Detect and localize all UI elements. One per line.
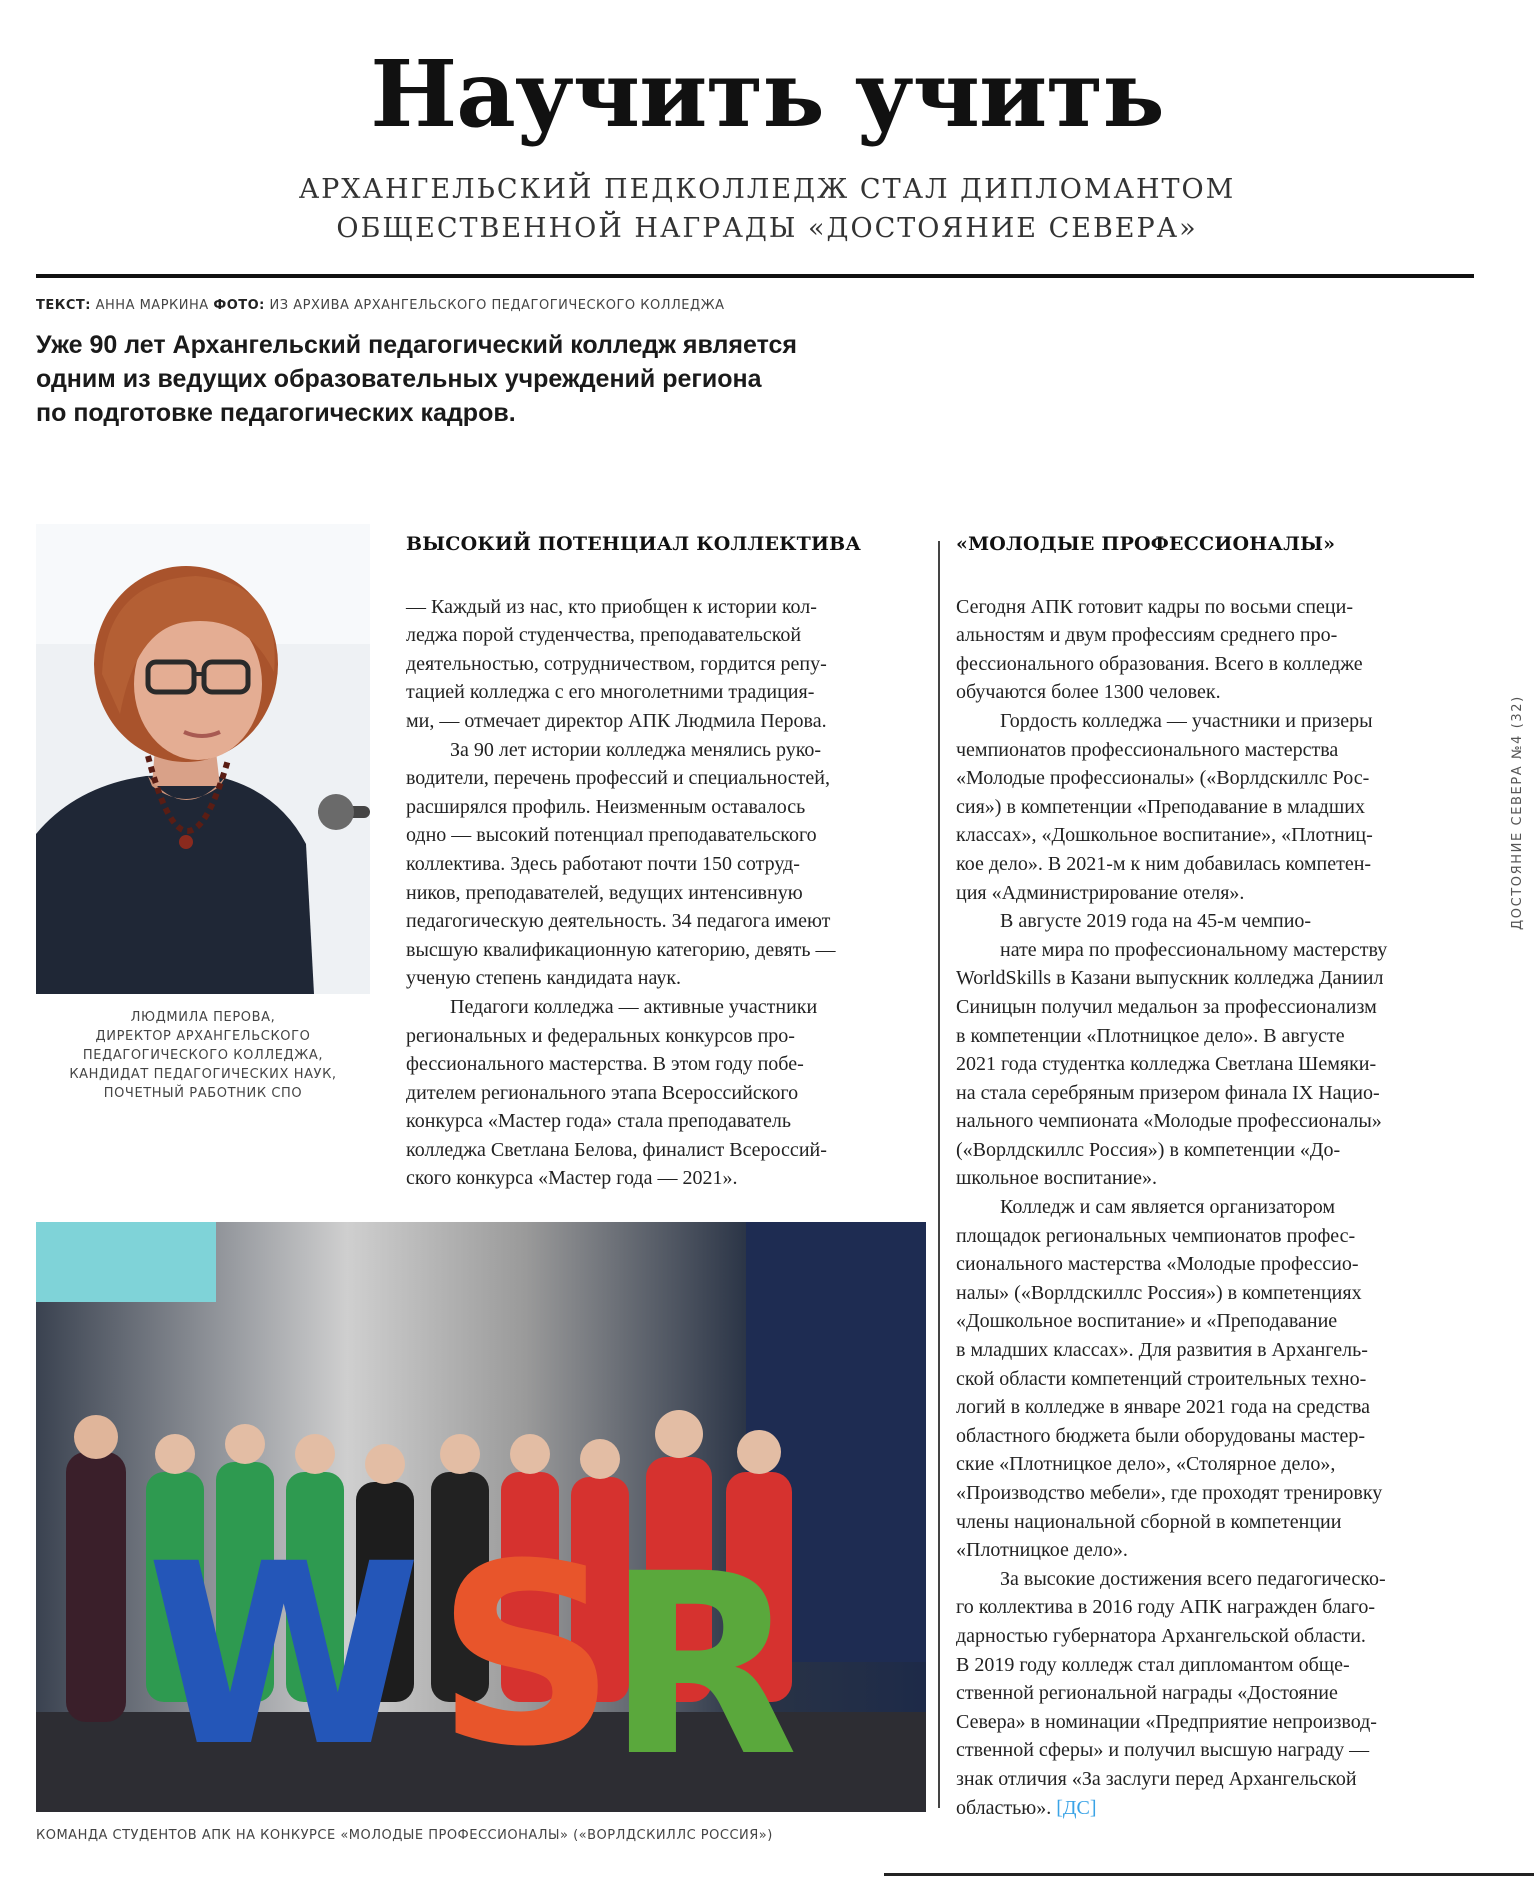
column-1-line: конкурса «Мастер года» стала преподаватель bbox=[406, 1110, 791, 1133]
column-1-line: водители, перечень профессий и специальностей, bbox=[406, 767, 830, 790]
column-1-line: высшую квалификационную категорию, девять — bbox=[406, 938, 836, 961]
column-1-line: ученую степень кандидата наук. bbox=[406, 967, 682, 990]
column-2-line: в компетенции «Плотницкое дело». В августе bbox=[956, 1024, 1345, 1047]
column-2-line: Синицын получил медальон за профессионализм bbox=[956, 995, 1377, 1018]
column-1-line: региональных и федеральных конкурсов про- bbox=[406, 1024, 795, 1047]
column-2-line: В 2019 году колледж стал дипломантом обще- bbox=[956, 1653, 1350, 1676]
column-2-line: WorldSkills в Казани выпускник колледжа Даниил bbox=[956, 967, 1384, 990]
column-2-line: ские «Плотницкое дело», «Столярное дело», bbox=[956, 1453, 1336, 1476]
column-2-line: ственной сферы» и получил высшую награду — bbox=[956, 1739, 1370, 1762]
portrait-caption-line: ПОЧЕТНЫЙ РАБОТНИК СПО bbox=[103, 1086, 303, 1101]
column-2-line: го коллектива в 2016 году АПК награжден благо- bbox=[956, 1596, 1376, 1619]
portrait-caption-line: ЛЮДМИЛА ПЕРОВА, bbox=[130, 1010, 276, 1025]
column-1-line: коллектива. Здесь работают почти 150 сотруд- bbox=[406, 852, 800, 875]
credits bbox=[36, 298, 725, 313]
column-2-line: классах», «Дошкольное воспитание», «Плотниц- bbox=[956, 824, 1373, 847]
column-1-line: одно — высокий потенциал преподавательского bbox=[406, 824, 817, 847]
column-2 bbox=[956, 530, 1478, 1822]
lead-line: Уже 90 лет Архангельский педагогический колледж является bbox=[36, 331, 797, 359]
lead-paragraph bbox=[36, 328, 916, 430]
column-2-last-line bbox=[956, 1794, 1478, 1823]
column-1-line: колледжа Светлана Белова, финалист Всероссий- bbox=[406, 1138, 827, 1161]
column-2-line: «Дошкольное воспитание» и «Преподавание bbox=[956, 1310, 1338, 1333]
group-photo-caption: КОМАНДА СТУДЕНТОВ АПК НА КОНКУРСЕ «МОЛОДЫЕ ПРОФЕССИОНАЛЫ» («ВОРЛДСКИЛЛС РОССИЯ») bbox=[36, 1828, 773, 1843]
column-2-line: ской области компетенций строительных техно- bbox=[956, 1367, 1367, 1390]
wsr-letter-r: R bbox=[606, 1520, 799, 1811]
column-1-line: — Каждый из нас, кто приобщен к истории кол- bbox=[406, 595, 817, 618]
column-2-line: «Плотницкое дело». bbox=[956, 1539, 1128, 1562]
column-2-line: члены национальной сборной в компетенции bbox=[956, 1510, 1342, 1533]
column-1-line: дителем регионального этапа Всероссийского bbox=[406, 1081, 799, 1104]
column-2-line: чемпионатов профессионального мастерства bbox=[956, 738, 1339, 761]
subtitle-line: ОБЩЕСТВЕННОЙ НАГРАДЫ «ДОСТОЯНИЕ СЕВЕРА» bbox=[336, 213, 1198, 244]
bottom-rule bbox=[884, 1873, 1534, 1876]
column-1-line: ми, — отмечает директор АПК Людмила Перова. bbox=[406, 709, 827, 732]
column-2-line: знак отличия «За заслуги перед Архангельской bbox=[956, 1767, 1357, 1790]
column-1-line: ского конкурса «Мастер года — 2021». bbox=[406, 1167, 738, 1190]
credits-text-label: ТЕКСТ: bbox=[36, 298, 91, 313]
column-2-line: За высокие достижения всего педагогическо- bbox=[1000, 1567, 1386, 1590]
article-subtitle bbox=[0, 170, 1534, 248]
column-2-line: 2021 года студентка колледжа Светлана Шемяки- bbox=[956, 1053, 1377, 1076]
column-divider bbox=[938, 541, 940, 1808]
column-2-line: обучаются более 1300 человек. bbox=[956, 681, 1221, 704]
column-1-line: расширялся профиль. Неизменным оставалось bbox=[406, 795, 806, 818]
column-2-line: областью». bbox=[956, 1796, 1052, 1819]
column-2-line: школьное воспитание». bbox=[956, 1167, 1157, 1190]
side-issue-label: ДОСТОЯНИЕ СЕВЕРА №4 (32) bbox=[1510, 695, 1525, 930]
lead-line: одним из ведущих образовательных учреждений региона bbox=[36, 365, 762, 393]
wsr-letter-s: S bbox=[436, 1510, 617, 1801]
wsr-letter-w: W bbox=[146, 1510, 422, 1801]
column-1-line: Педагоги колледжа — активные участники bbox=[450, 995, 818, 1018]
column-1 bbox=[406, 530, 926, 1193]
column-2-line: В августе 2019 года на 45-м чемпио- bbox=[1000, 910, 1312, 933]
column-2-line: альностям и двум профессиям среднего про- bbox=[956, 624, 1338, 647]
column-2-line: Гордость колледжа — участники и призеры bbox=[1000, 709, 1373, 732]
column-2-line: площадок региональных чемпионатов профес- bbox=[956, 1224, 1356, 1247]
column-2-line: кое дело». В 2021-м к ним добавилась компетен- bbox=[956, 852, 1372, 875]
column-2-line: ция «Администрирование отеля». bbox=[956, 881, 1245, 904]
column-2-line: сия») в компетенции «Преподавание в младших bbox=[956, 795, 1365, 818]
column-1-line: педагогическую деятельность. 34 педагога имеют bbox=[406, 910, 831, 933]
column-1-line: ников, преподавателей, ведущих интенсивную bbox=[406, 881, 803, 904]
column-2-line: дарностью губернатора Архангельской области. bbox=[956, 1624, 1366, 1647]
column-1-line: леджа порой студенчества, преподавательской bbox=[406, 624, 802, 647]
column-2-line: областного бюджета были оборудованы мастер- bbox=[956, 1424, 1366, 1447]
portrait-caption-line: КАНДИДАТ ПЕДАГОГИЧЕСКИХ НАУК, bbox=[69, 1067, 337, 1082]
column-2-heading: «МОЛОДЫЕ ПРОФЕССИОНАЛЫ» bbox=[956, 533, 1336, 555]
column-2-line: сионального мастерства «Молодые профессио- bbox=[956, 1253, 1359, 1276]
column-2-line: Севера» в номинации «Предприятие непроизвод- bbox=[956, 1710, 1377, 1733]
column-2-line: на стала серебряным призером финала IX Нацио- bbox=[956, 1081, 1380, 1104]
group-illustration bbox=[36, 1222, 926, 1812]
portrait-caption-line: ДИРЕКТОР АРХАНГЕЛЬСКОГО bbox=[95, 1029, 311, 1044]
column-2-line: налы» («Ворлдскиллс Россия») в компетенциях bbox=[956, 1281, 1362, 1304]
column-2-line: Сегодня АПК готовит кадры по восьми специ- bbox=[956, 595, 1353, 618]
subtitle-line: АРХАНГЕЛЬСКИЙ ПЕДКОЛЛЕДЖ СТАЛ ДИПЛОМАНТОМ bbox=[298, 174, 1236, 205]
column-2-line: в младших классах». Для развития в Архангель- bbox=[956, 1339, 1368, 1362]
credits-author: АННА МАРКИНА bbox=[95, 298, 209, 313]
column-2-line: нате мира по профессиональному мастерству bbox=[1000, 938, 1388, 961]
column-2-line: нального чемпионата «Молодые профессионалы» bbox=[956, 1110, 1382, 1133]
column-2-line: «Молодые профессионалы» («Ворлдскиллс Рос- bbox=[956, 767, 1370, 790]
end-tag: [ДС] bbox=[1056, 1796, 1097, 1819]
column-2-line: «Производство мебели», где проходят тренировку bbox=[956, 1482, 1383, 1504]
column-2-line: («Ворлдскиллс Россия») в компетенции «До- bbox=[956, 1138, 1341, 1161]
portrait-illustration bbox=[36, 524, 370, 994]
credits-photo-source: ИЗ АРХИВА АРХАНГЕЛЬСКОГО ПЕДАГОГИЧЕСКОГО КОЛЛЕДЖА bbox=[269, 298, 725, 313]
column-1-line: За 90 лет истории колледжа менялись руко- bbox=[450, 738, 822, 761]
portrait-caption bbox=[40, 1008, 366, 1103]
header-rule bbox=[36, 274, 1474, 278]
portrait-caption-line: ПЕДАГОГИЧЕСКОГО КОЛЛЕДЖА, bbox=[82, 1048, 324, 1063]
article-title: Научить учить bbox=[370, 40, 1164, 148]
column-1-line: тацией колледжа с его многолетними традиция- bbox=[406, 681, 815, 704]
column-2-line: ственной региональной награды «Достояние bbox=[956, 1682, 1338, 1705]
credits-photo-label: ФОТО: bbox=[213, 298, 265, 313]
portrait-photo bbox=[36, 524, 370, 994]
column-2-line: логий в колледже в январе 2021 года на средства bbox=[956, 1396, 1371, 1419]
column-2-line: Колледж и сам является организатором bbox=[1000, 1196, 1335, 1219]
column-1-heading: ВЫСОКИЙ ПОТЕНЦИАЛ КОЛЛЕКТИВА bbox=[406, 533, 862, 555]
column-1-line: фессионального мастерства. В этом году побе- bbox=[406, 1053, 804, 1076]
lead-line: по подготовке педагогических кадров. bbox=[36, 399, 516, 427]
column-1-line: деятельностью, сотрудничеством, гордится репу- bbox=[406, 652, 827, 675]
column-2-line: фессионального образования. Всего в колледже bbox=[956, 652, 1363, 675]
group-photo bbox=[36, 1222, 926, 1812]
